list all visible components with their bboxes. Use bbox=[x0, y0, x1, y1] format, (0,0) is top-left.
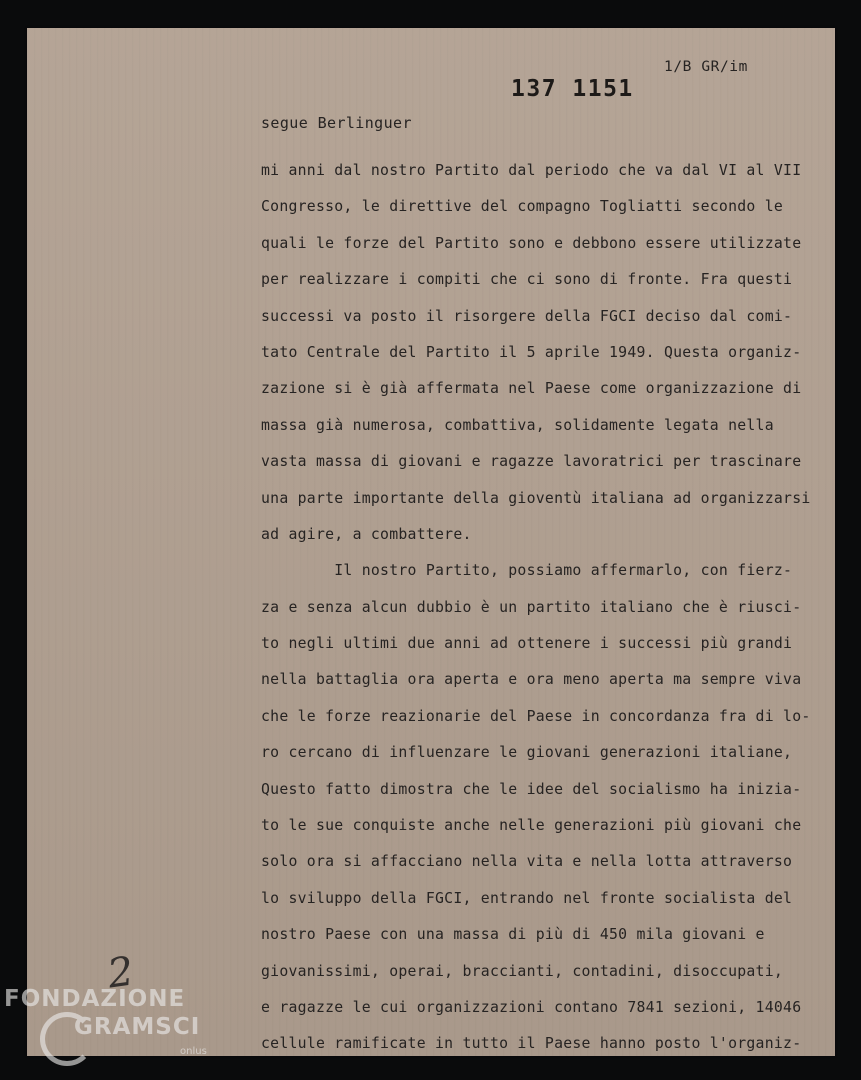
watermark-tag: onlus bbox=[180, 1046, 207, 1057]
text-line: solo ora si affacciano nella vita e nella lotta attraverso bbox=[261, 853, 793, 871]
watermark-line-1: FONDAZIONE bbox=[4, 986, 186, 1012]
text-line: cellule ramificate in tutto il Paese hanno posto l'organiz- bbox=[261, 1035, 802, 1053]
archive-number: 137 1151 bbox=[511, 76, 634, 102]
text-line: tato Centrale del Partito il 5 aprile 1949. Questa organiz- bbox=[261, 343, 802, 361]
text-line: quali le forze del Partito sono e debbono essere utilizzate bbox=[261, 234, 802, 252]
watermark-line-2: GRAMSCI bbox=[74, 1014, 201, 1040]
text-line: mi anni dal nostro Partito dal periodo che va dal VI al VII bbox=[261, 162, 802, 179]
document-reference: 1/B GR/im bbox=[664, 59, 748, 75]
handwritten-page-number: 2 bbox=[104, 948, 137, 998]
text-line: Il nostro Partito, possiamo affermarlo, con fierz- bbox=[261, 562, 793, 580]
text-line: una parte importante della gioventù italiana ad organizzarsi bbox=[261, 489, 811, 507]
text-line: nostro Paese con una massa di più di 450 mila giovani e bbox=[261, 926, 765, 944]
text-line: ad agire, a combattere. bbox=[261, 525, 472, 543]
text-line: nella battaglia ora aperta e ora meno aperta ma sempre viva bbox=[261, 671, 802, 689]
text-line: per realizzare i compiti che ci sono di fronte. Fra questi bbox=[261, 271, 793, 289]
fondazione-gramsci-watermark bbox=[4, 986, 234, 1076]
text-line: lo sviluppo della FGCI, entrando nel fronte socialista del bbox=[261, 889, 793, 907]
text-line: zazione si è già affermata nel Paese come organizzazione di bbox=[261, 380, 802, 398]
text-line: to le sue conquiste anche nelle generazioni più giovani che bbox=[261, 817, 802, 835]
text-line: Congresso, le direttive del compagno Togliatti secondo le bbox=[261, 198, 784, 216]
text-line: successi va posto il risorgere della FGCI deciso dal comi- bbox=[261, 307, 793, 325]
text-line: che le forze reazionarie del Paese in concordanza fra di lo- bbox=[261, 707, 811, 725]
text-line: za e senza alcun dubbio è un partito italiano che è riusci- bbox=[261, 598, 802, 616]
text-line: Questo fatto dimostra che le idee del socialismo ha inizia- bbox=[261, 780, 802, 798]
text-line: to negli ultimi due anni ad ottenere i successi più grandi bbox=[261, 635, 793, 653]
body-text bbox=[261, 153, 835, 1063]
text-line: ro cercano di influenzare le giovani generazioni italiane, bbox=[261, 744, 793, 762]
text-line: e ragazze le cui organizzazioni contano 7841 sezioni, 14046 bbox=[261, 998, 802, 1016]
speaker-heading: segue Berlinguer bbox=[261, 114, 412, 132]
text-line: massa già numerosa, combattiva, solidamente legata nella bbox=[261, 416, 774, 434]
text-line: vasta massa di giovani e ragazze lavoratrici per trascinare bbox=[261, 453, 802, 471]
text-line: giovanissimi, operai, braccianti, contadini, disoccupati, bbox=[261, 962, 784, 980]
